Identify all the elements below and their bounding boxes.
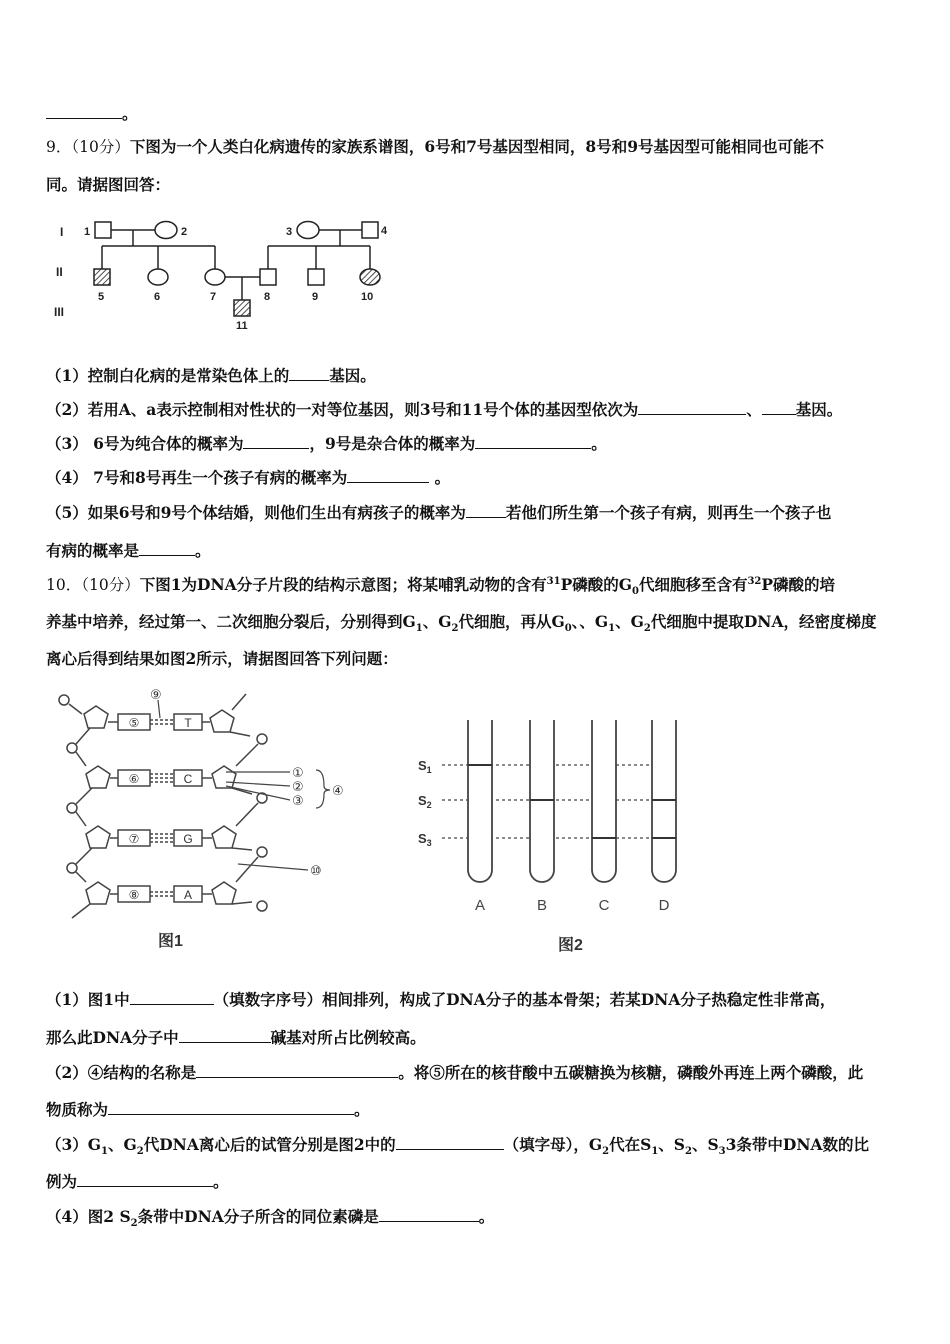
q9-sub-4: （4） 7号和8号再生一个孩子有病的概率为 。: [46, 468, 451, 487]
svg-text:⑦: ⑦: [128, 832, 140, 846]
svg-text:⑤: ⑤: [128, 716, 140, 730]
figure-2-caption: 图2: [558, 937, 583, 954]
sugar-left-3: [86, 826, 110, 848]
q9-intro-line-1: 9．（10分）下图为一个人类白化病遗传的家族系谱图，6号和7号基因型相同，8号和9号基因型可能相同也可能不: [46, 137, 825, 156]
tube-label-C: C: [598, 897, 610, 914]
q10-sub-3-line-2: 例为 。: [46, 1172, 229, 1191]
answer-blank[interactable]: [108, 1100, 354, 1115]
q10-intro-line-1: 10．（10分）下图1为DNA分子片段的结构示意图；将某哺乳动物的含有$^{31}$P磷酸的$G_0$代细胞移至含有$^{32}$P磷酸的培: [46, 575, 836, 598]
q10-score: （10分）: [81, 576, 140, 594]
figure-1-caption: 图1: [158, 933, 183, 950]
sugar-right-3: [212, 826, 236, 848]
answer-blank[interactable]: [762, 400, 796, 415]
band-label-S3: $S_3$: [418, 831, 432, 848]
q9-sub-3: （3） 6号为纯合体的概率为 ，9号是杂合体的概率为 。: [46, 434, 607, 453]
answer-blank[interactable]: [289, 366, 329, 381]
label-10: 10: [361, 291, 374, 303]
answer-blank[interactable]: [466, 503, 506, 518]
q10-sub-1-line-1: （1）图1中 （填数字序号）相间排列，构成了DNA分子的基本骨架；若某DNA分子热稳定性非常高，: [46, 990, 836, 1009]
sugar-right-1: [210, 710, 234, 732]
tube-A: [468, 720, 492, 882]
top-residual-line: 。: [46, 104, 138, 124]
individual-7: [205, 269, 225, 285]
individual-8: [260, 269, 276, 285]
individual-6: [148, 269, 168, 285]
svg-text:⑧: ⑧: [128, 888, 140, 902]
answer-blank[interactable]: [379, 1207, 479, 1222]
answer-blank[interactable]: [196, 1063, 398, 1078]
label-5: 5: [98, 291, 105, 303]
label-6: 6: [154, 291, 161, 303]
tube-C: [592, 720, 616, 882]
centrifuge-tubes-figure: [412, 710, 702, 958]
sugar-left-1: [84, 706, 108, 728]
answer-blank[interactable]: [243, 434, 309, 449]
individual-9: [308, 269, 324, 285]
svg-text:A: A: [183, 888, 193, 902]
q10-intro-line-3: 离心后得到结果如图2所示，请据图回答下列问题：: [46, 649, 398, 668]
q10-sub-3-line-1: $(3)G_1$、$G_2$代DNA离心后的试管分别是图2中的 （填字母），$G_2$代在$S_1$、$S_2$、$S_33$条带中DNA数的比: [46, 1135, 870, 1158]
gen-label-III: III: [54, 305, 65, 319]
sugar-left-4: [86, 882, 110, 904]
label-2: 2: [181, 226, 188, 238]
q10-sub-1-line-2: 那么此DNA分子中 碱基对所占比例较高。: [46, 1028, 426, 1047]
band-label-S2: $S_2$: [418, 793, 432, 810]
sugar-right-2: [212, 766, 236, 788]
svg-text:C: C: [183, 772, 193, 786]
individual-3: [297, 222, 319, 239]
answer-blank[interactable]: [179, 1028, 271, 1043]
gen-label-I: I: [60, 225, 64, 239]
q10-number: 10．: [46, 576, 82, 594]
label-2: ②: [292, 779, 304, 794]
label-9: 9: [312, 291, 319, 303]
q9-sub-2: （2）若用A、a表示控制相对性状的一对等位基因，则3号和11号个体的基因型依次为 、 基因。: [46, 400, 843, 419]
q9-intro-line-2: 同。请据图回答：: [46, 175, 171, 194]
answer-blank[interactable]: [638, 400, 746, 415]
label-9: ⑨: [150, 687, 162, 702]
tube-label-B: B: [536, 897, 548, 914]
answer-blank[interactable]: [347, 468, 429, 483]
q9-sub-1: （1）控制白化病的是常染色体上的 基因。: [46, 366, 376, 385]
label-7: 7: [210, 291, 217, 303]
band-label-S1: $S_1$: [418, 758, 432, 775]
label-1: ①: [292, 765, 304, 780]
sugar-right-4: [212, 882, 236, 904]
individual-4: [362, 222, 378, 238]
sugar-left-2: [86, 766, 110, 788]
answer-blank[interactable]: [139, 541, 195, 556]
label-3: ③: [292, 793, 304, 808]
tube-label-D: D: [658, 897, 670, 914]
label-3: 3: [286, 226, 293, 238]
svg-text:G: G: [183, 832, 193, 846]
individual-11: [234, 300, 250, 316]
answer-blank[interactable]: [475, 434, 591, 449]
tube-label-A: A: [474, 897, 486, 914]
svg-text:T: T: [184, 716, 192, 730]
answer-blank[interactable]: [396, 1135, 504, 1150]
label-1: 1: [84, 226, 91, 238]
q9-sub-5-line-2: 有病的概率是 。: [46, 541, 211, 560]
individual-1: [95, 222, 111, 238]
q9-number: 9．: [46, 138, 72, 156]
label-10: ⑩: [310, 863, 322, 878]
label-4: ④: [332, 783, 344, 798]
label-4: 4: [381, 225, 388, 237]
answer-blank[interactable]: [77, 1172, 213, 1187]
label-8: 8: [264, 291, 271, 303]
individual-10: [360, 269, 380, 285]
pedigree-chart: [50, 212, 410, 337]
q9-sub-5-line-1: （5）如果6号和9号个体结婚，则他们生出有病孩子的概率为 若他们所生第一个孩子有病，则再生一个孩子也: [46, 503, 832, 522]
dna-structure-figure: [50, 682, 350, 957]
individual-2: [155, 222, 177, 239]
label-11: 11: [236, 320, 248, 332]
q10-sub-2-line-2: 物质称为 。: [46, 1100, 370, 1119]
q10-intro-line-2: 养基中培养，经过第一、二次细胞分裂后，分别得到$G_1$、$G_2$代细胞，再从$G_0$、、$G_1$、$G_2$代细胞中提取DNA，经密度梯度: [46, 612, 877, 635]
q10-sub-2-line-1: （2）④结构的名称是 。将⑤所在的核苷酸中五碳糖换为核糖，磷酸外再连上两个磷酸，此: [46, 1063, 864, 1082]
answer-blank[interactable]: [130, 990, 214, 1005]
gen-label-II: II: [56, 265, 63, 279]
answer-blank[interactable]: [46, 104, 122, 119]
q9-score: （10分）: [71, 138, 130, 156]
svg-text:⑥: ⑥: [128, 772, 140, 786]
individual-5: [94, 269, 110, 285]
q10-sub-4: （4）图2 $S_2$条带中DNA分子所含的同位素磷是 。: [46, 1207, 495, 1230]
